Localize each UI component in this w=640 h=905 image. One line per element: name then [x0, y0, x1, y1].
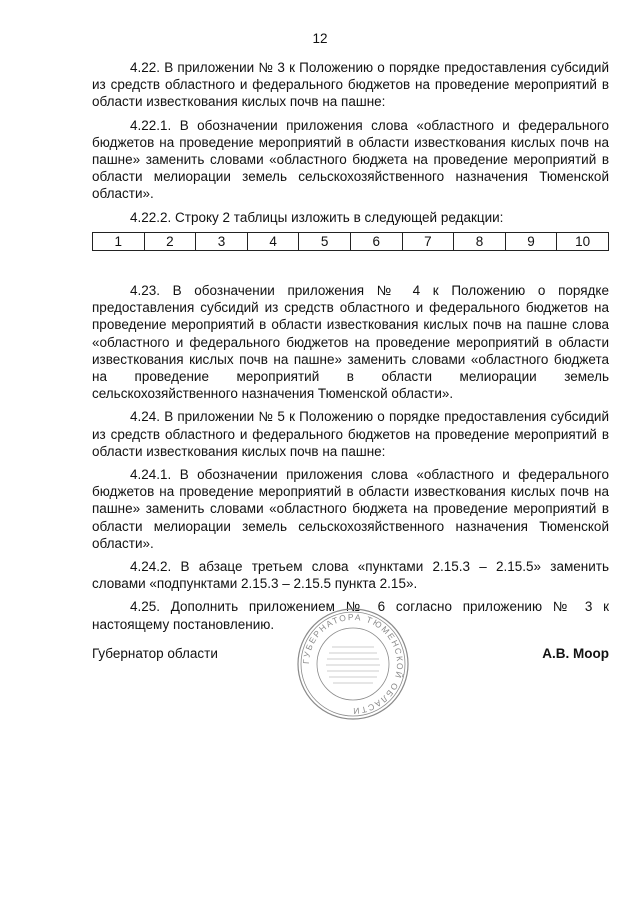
page-number: 12 [312, 31, 328, 46]
paragraph-4-24-2: 4.24.2. В абзаце третьем слова «пунктами 2.15.3 – 2.15.5» заменить словами «подпунктами 2.15.3 – 2.15.5 пункта 2.15». [92, 559, 609, 592]
paragraph-4-23: 4.23. В обозначении приложения № 4 к Положению о порядке предоставления субсидий из средств областного и федерального бюджетов на проведение мероприятий в области известкования кислых почв на пашне слова «областного и федерального бюджетов на проведение мероприятий в области известкования кислых почв на пашне» заменить словами «областного бюджета на проведение мероприятий в области мелиорации земель сельскохозяйственного назначения Тюменской области». [92, 283, 609, 402]
column-number-table [92, 232, 609, 251]
table-cell: 10 [557, 232, 609, 250]
table-cell: 4 [247, 232, 299, 250]
signatory-position: Губернатор области [92, 646, 218, 661]
spacer [92, 257, 609, 282]
seal-ring-text: ГУБЕРНАТОРА ТЮМЕНСКОЙ ОБЛАСТИ [300, 611, 406, 717]
paragraph-4-22-2: 4.22.2. Строку 2 таблицы изложить в следующей редакции: [130, 209, 504, 225]
paragraph-4-22: 4.22. В приложении № 3 к Положению о порядке предоставления субсидий из средств областного и федерального бюджетов на проведение мероприятий в области известкования кислых почв на пашне: [92, 60, 609, 110]
document-body [92, 59, 609, 639]
table-cell: 5 [299, 232, 351, 250]
signatory-name: А.В. Моор [542, 646, 609, 661]
table-cell: 9 [505, 232, 557, 250]
official-seal [296, 607, 410, 721]
table-cell: 6 [350, 232, 402, 250]
table-cell: 2 [144, 232, 196, 250]
table-cell: 8 [454, 232, 506, 250]
paragraph-4-24-1: 4.24.1. В обозначении приложения слова «областного и федерального бюджетов на проведение мероприятий в области известкования кислых почв на пашне» заменить словами «областного бюджета на проведение мероприятий в области мелиорации земель сельскохозяйственного назначения Тюменской области». [92, 467, 609, 551]
paragraph-4-24: 4.24. В приложении № 5 к Положению о порядке предоставления субсидий из средств областного и федерального бюджетов на проведение мероприятий в области известкования кислых почв на пашне: [92, 409, 609, 459]
table-cell: 1 [93, 232, 145, 250]
paragraph-4-25: 4.25. Дополнить приложением № 6 согласно приложению № 3 к настоящему постановлению. [92, 599, 609, 632]
table-cell: 3 [196, 232, 248, 250]
table-cell: 7 [402, 232, 454, 250]
table-row [93, 232, 609, 250]
paragraph-4-22-1: 4.22.1. В обозначении приложения слова «областного и федерального бюджетов на проведение мероприятий в области известкования кислых почв на пашне» заменить словами «областного бюджета на проведение мероприятий в области мелиорации земель сельскохозяйственного назначения Тюменской области». [92, 117, 609, 202]
